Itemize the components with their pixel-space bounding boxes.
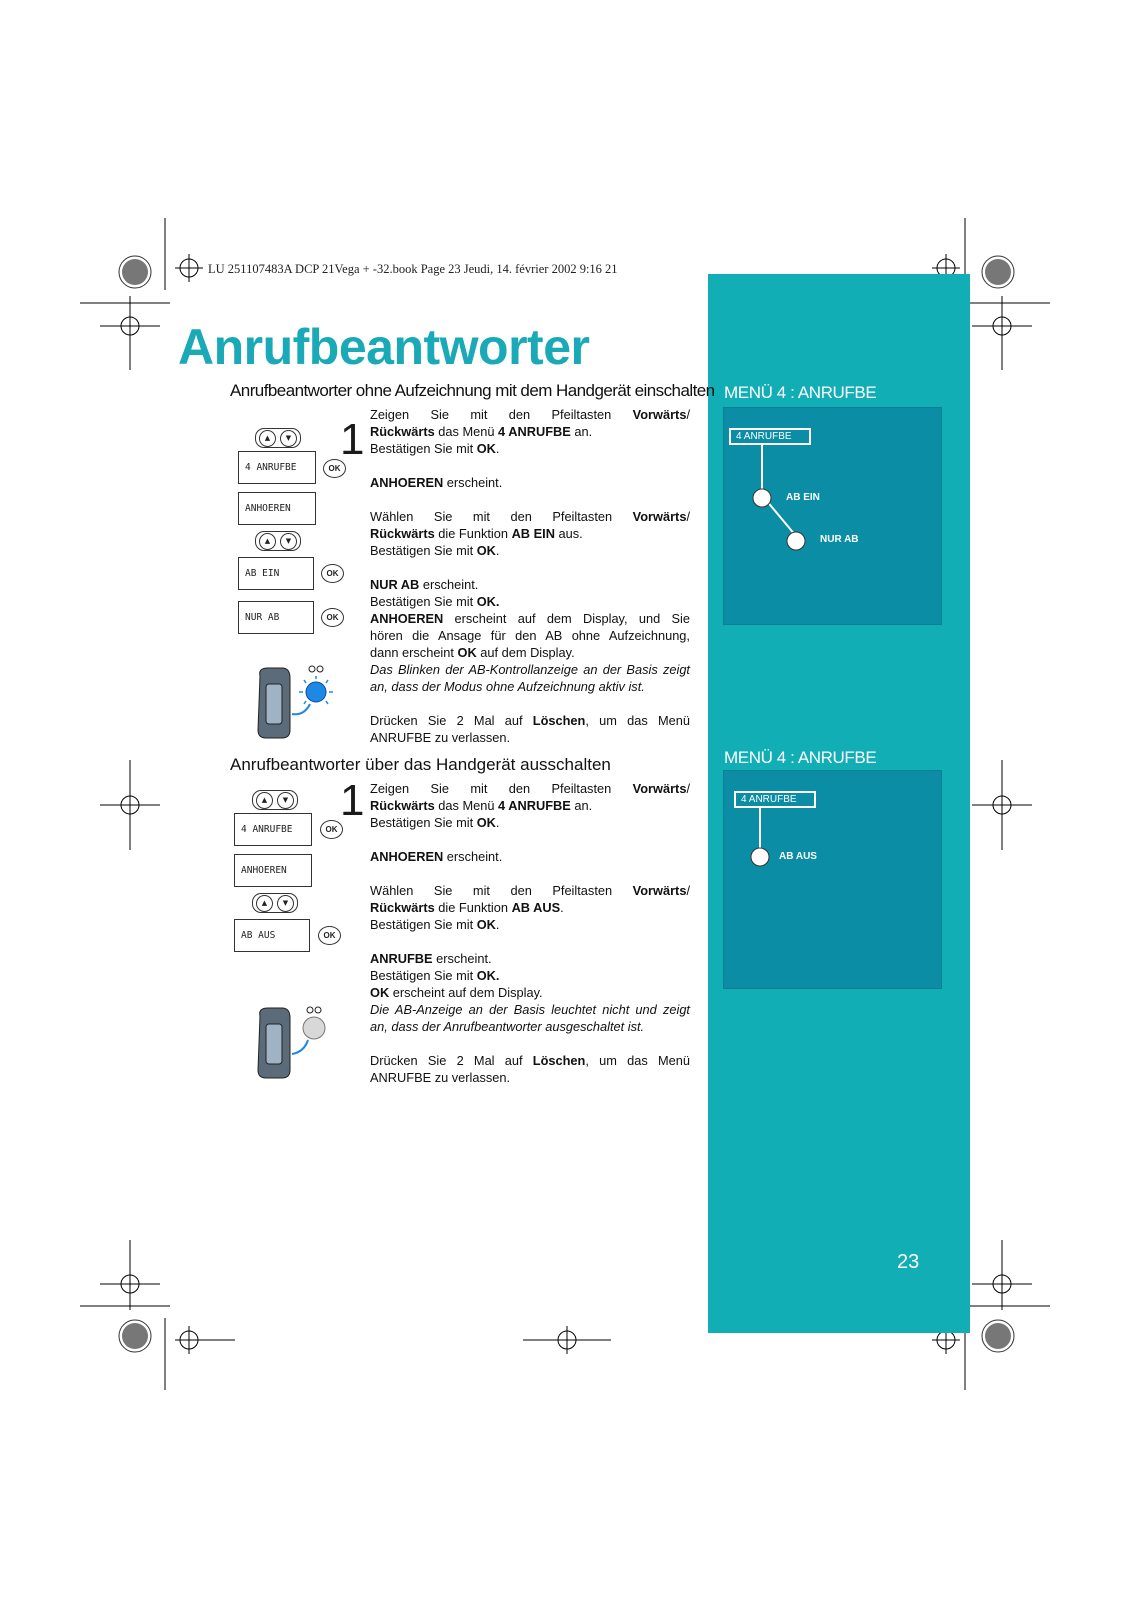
- menu1-item: NUR AB: [820, 534, 859, 545]
- ok-key: OK: [323, 459, 346, 478]
- lcd-display: 4 ANRUFBE: [238, 451, 316, 484]
- arrow-up-icon: ▲: [256, 792, 273, 809]
- menu2-tree: [723, 770, 942, 989]
- menu2-item: AB AUS: [779, 851, 817, 862]
- lcd-display: ANHOEREN: [238, 492, 316, 525]
- arrow-down-icon: ▼: [280, 430, 297, 447]
- lcd-display: ANHOEREN: [234, 854, 312, 887]
- section2-subtitle: Anrufbeantworter über das Handgerät ausschalten: [230, 755, 611, 774]
- arrow-up-icon: ▲: [256, 895, 273, 912]
- ok-key: OK: [321, 608, 344, 627]
- menu1-root-node: 4 ANRUFBE: [729, 428, 811, 445]
- base-station-led-blinking-icon: [252, 664, 342, 742]
- ok-key: OK: [321, 564, 344, 583]
- arrow-down-icon: ▼: [277, 792, 294, 809]
- arrow-up-icon: ▲: [259, 430, 276, 447]
- lcd-display: 4 ANRUFBE: [234, 813, 312, 846]
- lcd-display: AB AUS: [234, 919, 310, 952]
- nav-keys: [255, 428, 301, 448]
- page-number: 23: [897, 1251, 920, 1273]
- lcd-display: AB EIN: [238, 557, 314, 590]
- section1-instructions: Zeigen Sie mit den Pfeiltasten Vorwärts/ Rückwärts das Menü 4 ANRUFBE an. Bestätigen Sie mit OK. ANHOEREN erscheint. Wählen Sie mit den Pfeiltasten Vorwärts/ Rückwärts die Funktion AB EIN aus. Bestätigen Sie mit OK. NUR AB erscheint. Bestätigen Sie mit OK. ANHOEREN erscheint auf dem Display, und Sie hören die Ansage für den AB ohne Aufzeichnung, dann erscheint OK auf dem Display. Das Blinken der AB-Kontrollanzeige an der Basis zeigt an, dass der Modus ohne Aufzeichnung aktiv ist. Drücken Sie 2 Mal auf Löschen, um das Menü ANRUFBE zu verlassen.: [370, 407, 690, 745]
- menu1-item: AB EIN: [786, 492, 820, 503]
- nav-keys: [252, 893, 298, 913]
- menu1-heading: MENÜ 4 : ANRUFBE: [724, 383, 877, 402]
- step-number: 1: [340, 776, 365, 825]
- section1-subtitle: Anrufbeantworter ohne Aufzeichnung mit dem Handgerät einschalten: [230, 381, 715, 400]
- nav-keys: [252, 790, 298, 810]
- base-station-led-off-icon: [252, 1004, 342, 1082]
- section2-instructions: Zeigen Sie mit den Pfeiltasten Vorwärts/ Rückwärts das Menü 4 ANRUFBE an. Bestätigen Sie mit OK. ANHOEREN erscheint. Wählen Sie mit den Pfeiltasten Vorwärts/ Rückwärts die Funktion AB AUS. Bestätigen Sie mit OK. ANRUFBE erscheint. Bestätigen Sie mit OK. OK erscheint auf dem Display. Die AB-Anzeige an der Basis leuchtet nicht und zeigt an, dass der Anrufbeantworter ausgeschaltet ist. Drücken Sie 2 Mal auf Löschen, um das Menü ANRUFBE zu verlassen.: [370, 781, 690, 1085]
- nav-keys: [255, 531, 301, 551]
- page-title: Anrufbeantworter: [178, 319, 590, 375]
- ok-key: OK: [320, 820, 343, 839]
- menu2-heading: MENÜ 4 : ANRUFBE: [724, 748, 877, 767]
- step-number: 1: [340, 415, 365, 464]
- ok-key: OK: [318, 926, 341, 945]
- book-header-line: LU 251107483A DCP 21Vega + -32.book Page 23 Jeudi, 14. février 2002 9:16 21: [208, 262, 618, 276]
- arrow-down-icon: ▼: [280, 533, 297, 550]
- arrow-down-icon: ▼: [277, 895, 294, 912]
- menu1-tree: [723, 407, 942, 625]
- menu2-root-node: 4 ANRUFBE: [734, 791, 816, 808]
- arrow-up-icon: ▲: [259, 533, 276, 550]
- lcd-display: NUR AB: [238, 601, 314, 634]
